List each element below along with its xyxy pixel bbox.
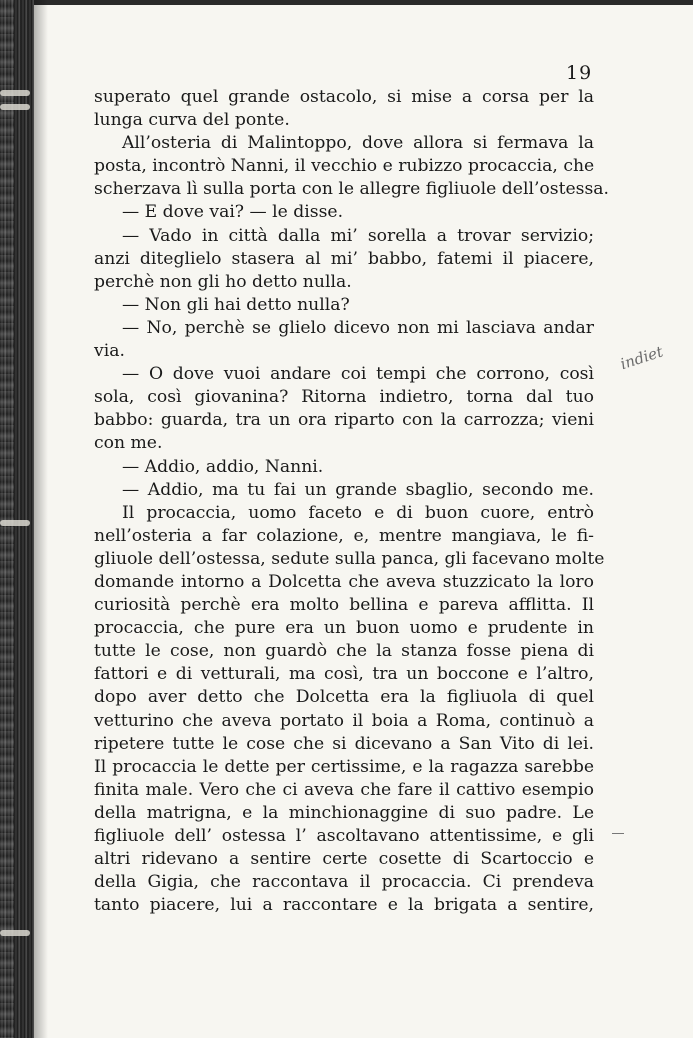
text-line: [94, 848, 594, 871]
text-line-content: della matrigna, e la minchionaggine di suo padre. Le: [94, 802, 594, 823]
text-line: [94, 640, 594, 663]
text-line: [94, 109, 594, 132]
text-line-content: superato quel grande ostacolo, si mise a corsa per la: [94, 87, 594, 107]
text-line: [94, 363, 594, 386]
page-top-edge: [0, 0, 693, 5]
text-line-content: perchè non gli ho detto nulla.: [94, 271, 352, 292]
text-line-content: dopo aver detto che Dolcetta era la figliuola di quel: [94, 687, 594, 708]
text-line-content: figliuole dell’ ostessa l’ ascoltavano attentissime, e gli: [94, 826, 594, 846]
text-line-content: ripetere tutte le cose che si dicevano a San Vito di lei.: [94, 733, 594, 754]
text-line-content: — E dove vai? — le disse.: [122, 202, 344, 223]
text-line: [94, 756, 594, 779]
text-line-content: procaccia, che pure era un buon uomo e prudente in: [94, 618, 594, 639]
text-line: [94, 456, 594, 479]
text-line: [94, 802, 594, 825]
text-line-content: — O dove vuoi andare coi tempi che corrono, così: [122, 364, 594, 385]
text-line: [94, 155, 594, 178]
text-line: [94, 779, 594, 802]
text-line-content: con me.: [94, 433, 163, 454]
binding-stitch: [0, 520, 30, 526]
page-text: [94, 86, 610, 917]
book-binding: [0, 0, 34, 1038]
text-line-content: scherzava lì sulla porta con le allegre figliuole dell’ostessa.: [94, 179, 610, 200]
text-line: [94, 248, 594, 271]
text-line: [94, 201, 594, 224]
text-line-content: altri ridevano a sentire certe cosette di Scartoccio e: [94, 849, 594, 870]
handwritten-margin-note: indiet: [618, 342, 666, 374]
text-line-content: — No, perchè se glielo dicevo non mi lasciava andar: [122, 317, 594, 338]
text-line: [94, 825, 594, 848]
text-line-content: Il procaccia, uomo faceto e di buon cuore, entrò: [122, 502, 594, 523]
text-line-content: — Addio, addio, Nanni.: [122, 456, 324, 477]
text-line: [94, 479, 594, 502]
text-line-content: babbo: guarda, tra un ora riparto con la carrozza; vieni: [94, 410, 594, 431]
text-line-content: nell’osteria a far colazione, e, mentre mangiava, le fi-: [94, 525, 594, 546]
binding-stitch: [0, 930, 30, 936]
text-line: [94, 594, 594, 617]
text-line-content: Il procaccia le dette per certissime, e la ragazza sarebbe: [94, 756, 594, 777]
binding-stitch: [0, 104, 30, 110]
text-line-content: tanto piacere, lui a raccontare e la brigata a sentire,: [94, 895, 594, 916]
text-line-content: fattori e di vetturali, ma così, tra un boccone e l’altro,: [94, 664, 594, 685]
binding-texture: [0, 0, 14, 1038]
text-line: [94, 871, 594, 894]
gutter-shadow: [34, 0, 48, 1038]
text-line: [94, 132, 594, 155]
text-line-content: curiosità perchè era molto bellina e pareva afflitta. Il: [94, 595, 594, 616]
text-line: [94, 663, 594, 686]
text-line: [94, 617, 594, 640]
text-line: [94, 432, 594, 455]
text-line: [94, 271, 594, 294]
text-line: [94, 710, 594, 733]
text-line-content: lunga curva del ponte.: [94, 110, 290, 131]
text-line: [94, 86, 594, 109]
text-line: [94, 502, 594, 525]
text-line-content: finita male. Vero che ci aveva che fare il cattivo esempio: [94, 779, 594, 800]
text-line: [94, 409, 594, 432]
text-line-content: tutte le cose, non guardò che la stanza fosse piena di: [94, 641, 594, 662]
text-line-content: anzi diteglielo stasera al mi’ babbo, fatemi il piacere,: [94, 248, 594, 269]
text-line-content: posta, incontrò Nanni, il vecchio e rubizzo procaccia, che: [94, 156, 595, 177]
margin-mark: [612, 833, 624, 834]
text-line-content: della Gigia, che raccontava il procaccia. Ci prendeva: [94, 872, 594, 893]
text-line-content: — Addio, ma tu fai un grande sbaglio, secondo me.: [122, 479, 594, 500]
text-line: [94, 386, 594, 409]
text-line: [94, 733, 594, 756]
text-line: [94, 548, 605, 571]
text-line: [94, 294, 594, 317]
text-line: [94, 894, 594, 917]
page-number: 19: [566, 62, 593, 84]
text-line: [94, 686, 594, 709]
text-line-content: vetturino che aveva portato il boia a Roma, continuò a: [94, 710, 594, 731]
text-line-content: gliuole dell’ostessa, sedute sulla panca, gli facevano molte: [94, 548, 605, 569]
text-line-content: domande intorno a Dolcetta che aveva stuzzicato la loro: [94, 571, 594, 592]
binding-stitch: [0, 90, 30, 96]
text-line: [94, 340, 594, 363]
text-line-content: sola, così giovanina? Ritorna indietro, torna dal tuo: [94, 387, 594, 408]
text-line-content: — Vado in città dalla mi’ sorella a trovar servizio;: [122, 225, 594, 246]
text-line: [94, 317, 594, 340]
text-line-content: All’osteria di Malintoppo, dove allora si fermava la: [122, 133, 594, 154]
text-line-content: — Non gli hai detto nulla?: [122, 294, 350, 315]
text-line: [94, 571, 594, 594]
text-line: [94, 525, 594, 548]
text-line: [94, 178, 610, 201]
text-line: [94, 225, 594, 248]
text-line-content: via.: [94, 341, 125, 362]
